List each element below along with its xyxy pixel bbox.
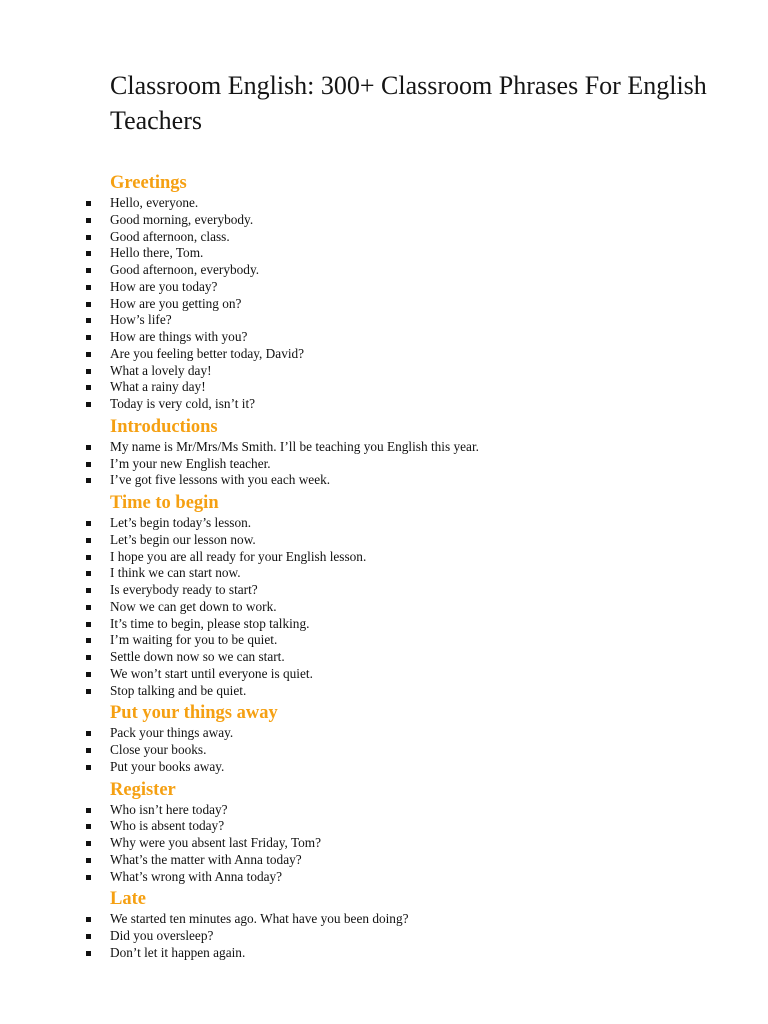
section-heading: Put your things away — [110, 703, 278, 724]
phrase-item — [0, 683, 768, 700]
phrase-item — [0, 363, 768, 380]
square-bullet-icon — [86, 302, 91, 307]
square-bullet-icon — [86, 251, 91, 256]
phrase-item — [0, 472, 768, 489]
square-bullet-icon — [86, 478, 91, 483]
phrase-text: Don’t let it happen again. — [110, 944, 246, 960]
phrase-text: I’ve got five lessons with you each week. — [110, 472, 331, 488]
phrase-item — [0, 439, 768, 456]
phrase-item — [0, 532, 768, 549]
square-bullet-icon — [86, 235, 91, 240]
section-heading: Register — [110, 779, 176, 800]
phrase-text: Who is absent today? — [110, 818, 225, 834]
phrase-text: What a rainy day! — [110, 379, 206, 395]
phrase-text: What’s the matter with Anna today? — [110, 851, 302, 867]
phrase-item — [0, 599, 768, 616]
phrase-text: Put your books away. — [110, 758, 225, 774]
phrase-text: Who isn’t here today? — [110, 801, 228, 817]
phrase-item — [0, 565, 768, 582]
square-bullet-icon — [86, 808, 91, 813]
phrase-text: How are you getting on? — [110, 295, 242, 311]
phrase-text: Is everybody ready to start? — [110, 582, 258, 597]
phrase-text: How are you today? — [110, 278, 218, 294]
phrase-text: Good afternoon, everybody. — [110, 262, 260, 277]
square-bullet-icon — [86, 318, 91, 323]
square-bullet-icon — [86, 285, 91, 290]
square-bullet-icon — [86, 352, 91, 357]
square-bullet-icon — [86, 201, 91, 206]
phrase-item — [0, 759, 768, 776]
phrase-item — [0, 616, 768, 633]
square-bullet-icon — [86, 748, 91, 753]
phrase-text: We won’t start until everyone is quiet. — [110, 665, 313, 681]
section-heading: Introductions — [110, 416, 218, 437]
square-bullet-icon — [86, 875, 91, 880]
phrase-list — [0, 802, 768, 886]
phrase-text: My name is Mr/Mrs/Ms Smith. I’ll be teaching you English this year. — [110, 438, 479, 454]
document-title: Classroom English: 300+ Classroom Phrases For English Teachers — [110, 71, 707, 135]
square-bullet-icon — [86, 917, 91, 922]
phrase-item — [0, 456, 768, 473]
phrase-list — [0, 911, 768, 961]
square-bullet-icon — [86, 369, 91, 374]
phrase-text: Good morning, everybody. — [110, 211, 254, 227]
phrase-list — [0, 725, 768, 775]
phrase-item — [0, 379, 768, 396]
section-heading: Time to begin — [110, 493, 219, 513]
square-bullet-icon — [86, 638, 91, 643]
phrase-text: I’m your new English teacher. — [110, 455, 271, 471]
square-bullet-icon — [86, 622, 91, 627]
square-bullet-icon — [86, 268, 91, 273]
square-bullet-icon — [86, 934, 91, 939]
square-bullet-icon — [86, 731, 91, 736]
square-bullet-icon — [86, 951, 91, 956]
phrase-text: Are you feeling better today, David? — [110, 345, 305, 361]
phrase-item — [0, 928, 768, 945]
phrase-item — [0, 195, 768, 212]
phrase-text: I’m waiting for you to be quiet. — [110, 632, 278, 648]
square-bullet-icon — [86, 538, 91, 543]
phrase-item — [0, 802, 768, 819]
phrase-list — [0, 439, 768, 489]
phrase-item — [0, 296, 768, 313]
phrase-text: It’s time to begin, please stop talking. — [110, 615, 310, 631]
phrase-item — [0, 666, 768, 683]
phrase-text: Hello, everyone. — [110, 195, 199, 210]
phrase-text: What a lovely day! — [110, 362, 212, 378]
square-bullet-icon — [86, 824, 91, 829]
phrase-item — [0, 725, 768, 742]
phrase-item — [0, 582, 768, 599]
phrase-text: Now we can get down to work. — [110, 598, 277, 614]
phrase-item — [0, 229, 768, 246]
phrase-item — [0, 346, 768, 363]
square-bullet-icon — [86, 858, 91, 863]
phrase-text: What’s wrong with Anna today? — [110, 868, 283, 884]
phrase-item — [0, 329, 768, 346]
square-bullet-icon — [86, 335, 91, 340]
phrase-item — [0, 262, 768, 279]
phrase-text: Close your books. — [110, 742, 207, 757]
phrase-item — [0, 515, 768, 532]
phrase-text: Let’s begin today’s lesson. — [110, 515, 252, 530]
phrase-item — [0, 852, 768, 869]
phrase-list — [0, 195, 768, 413]
square-bullet-icon — [86, 605, 91, 610]
phrase-text: We started ten minutes ago. What have you been doing? — [110, 911, 409, 927]
square-bullet-icon — [86, 385, 91, 390]
square-bullet-icon — [86, 588, 91, 593]
phrase-item — [0, 869, 768, 886]
phrase-item — [0, 835, 768, 852]
phrase-item — [0, 549, 768, 566]
square-bullet-icon — [86, 765, 91, 770]
phrase-text: Did you oversleep? — [110, 928, 214, 943]
phrase-text: Hello there, Tom. — [110, 245, 204, 261]
phrase-item — [0, 245, 768, 262]
phrase-text: How’s life? — [110, 312, 172, 328]
phrase-text: Pack your things away. — [110, 725, 234, 741]
phrase-text: Why were you absent last Friday, Tom? — [110, 835, 322, 850]
phrase-text: Settle down now so we can start. — [110, 649, 285, 664]
square-bullet-icon — [86, 218, 91, 223]
phrase-text: I think we can start now. — [110, 565, 241, 581]
phrase-item — [0, 396, 768, 413]
section-heading: Late — [110, 889, 146, 910]
phrase-item — [0, 649, 768, 666]
phrase-text: Today is very cold, isn’t it? — [110, 396, 256, 411]
phrase-item — [0, 632, 768, 649]
square-bullet-icon — [86, 571, 91, 576]
phrase-item — [0, 312, 768, 329]
phrase-text: Stop talking and be quiet. — [110, 682, 247, 698]
section-heading: Greetings — [110, 173, 187, 193]
phrase-item — [0, 911, 768, 928]
square-bullet-icon — [86, 672, 91, 677]
square-bullet-icon — [86, 462, 91, 467]
phrase-item — [0, 279, 768, 296]
phrase-item — [0, 945, 768, 962]
phrase-item — [0, 742, 768, 759]
phrase-text: How are things with you? — [110, 329, 248, 344]
square-bullet-icon — [86, 402, 91, 407]
phrase-item — [0, 818, 768, 835]
square-bullet-icon — [86, 445, 91, 450]
document-body — [0, 169, 768, 962]
square-bullet-icon — [86, 555, 91, 560]
square-bullet-icon — [86, 841, 91, 846]
phrase-text: I hope you are all ready for your English lesson. — [110, 548, 367, 564]
phrase-text: Good afternoon, class. — [110, 228, 230, 244]
square-bullet-icon — [86, 689, 91, 694]
square-bullet-icon — [86, 521, 91, 526]
square-bullet-icon — [86, 655, 91, 660]
phrase-item — [0, 212, 768, 229]
phrase-text: Let’s begin our lesson now. — [110, 531, 256, 547]
phrase-list — [0, 515, 768, 699]
